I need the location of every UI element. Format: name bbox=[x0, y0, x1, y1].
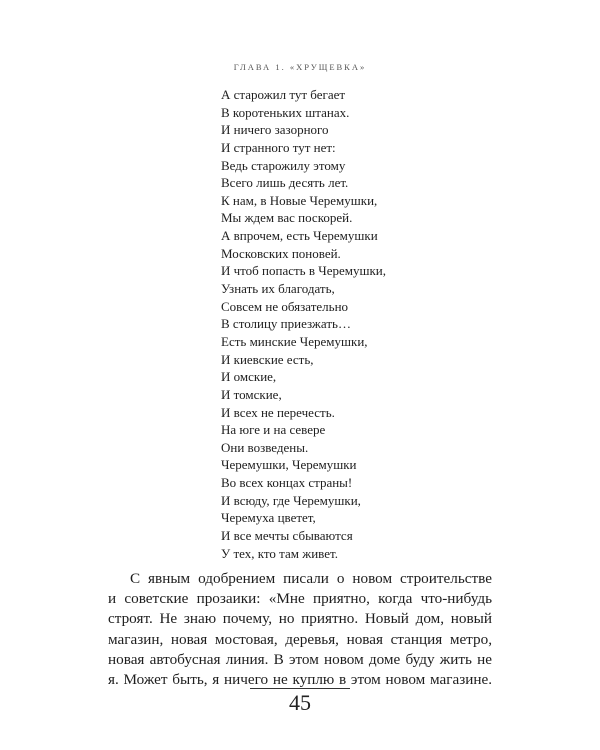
poem-line: И все мечты сбываются bbox=[221, 528, 353, 544]
poem-line: И чтоб попасть в Черемушки, bbox=[221, 263, 387, 279]
poem-line: Совсем не обязательно bbox=[221, 298, 349, 314]
poem-line: В коротеньких штанах. bbox=[221, 104, 350, 120]
poem-line: А впрочем, есть Черемушки bbox=[221, 228, 378, 244]
poem-line: На юге и на севере bbox=[221, 422, 326, 438]
poem-line: Ведь старожилу этому bbox=[221, 157, 346, 173]
poem-line: И омские, bbox=[221, 369, 277, 385]
poem-line: Московских поновей. bbox=[221, 245, 341, 261]
paragraph-line: магазин, новая мостовая, деревья, новая станция метро, bbox=[108, 630, 492, 648]
paragraph-line: С явным одобрением писали о новом строительстве bbox=[130, 570, 492, 587]
poem-line: Есть минские Черемушки, bbox=[221, 333, 368, 349]
running-head: ГЛАВА 1. «ХРУЩЕВКА» bbox=[233, 62, 367, 72]
poem-line: Черемушки, Черемушки bbox=[221, 457, 357, 473]
poem-line: Черемуха цветет, bbox=[221, 510, 316, 526]
poem-line: А старожил тут бегает bbox=[221, 87, 346, 102]
poem-line: И всех не перечесть. bbox=[221, 404, 335, 420]
poem-line: Узнать их благодать, bbox=[221, 281, 335, 297]
paragraph-line: и советские прозаики: «Мне приятно, когда что-нибудь bbox=[108, 590, 492, 608]
poem-line: Мы ждем вас поскорей. bbox=[221, 210, 353, 226]
page-number: 45 bbox=[289, 690, 311, 715]
poem-line: И киевские есть, bbox=[221, 351, 314, 367]
poem-line: У тех, кто там живет. bbox=[221, 545, 338, 561]
poem-line: Они возведены. bbox=[221, 439, 309, 455]
poem-line: Всего лишь десять лет. bbox=[221, 175, 349, 191]
paragraph-line: я. Может быть, я ничего не куплю в этом новом магазине. bbox=[108, 670, 492, 688]
poem-line: В столицу приезжать… bbox=[221, 316, 351, 332]
page-number-rule bbox=[250, 688, 350, 689]
poem bbox=[221, 86, 481, 562]
poem-line: И всюду, где Черемушки, bbox=[221, 492, 361, 508]
poem-line: И ничего зазорного bbox=[221, 122, 329, 138]
paragraph-line: строят. Не знаю почему, но приятно. Новый дом, новый bbox=[108, 610, 492, 628]
poem-line: И странного тут нет: bbox=[221, 139, 336, 155]
poem-line: К нам, в Новые Черемушки, bbox=[221, 192, 378, 208]
body-paragraph bbox=[108, 569, 492, 690]
paragraph-line: новая автобусная линия. В этом новом доме буду жить не bbox=[108, 650, 492, 668]
poem-line: И томские, bbox=[221, 386, 282, 402]
poem-line: Во всех концах страны! bbox=[221, 475, 353, 491]
